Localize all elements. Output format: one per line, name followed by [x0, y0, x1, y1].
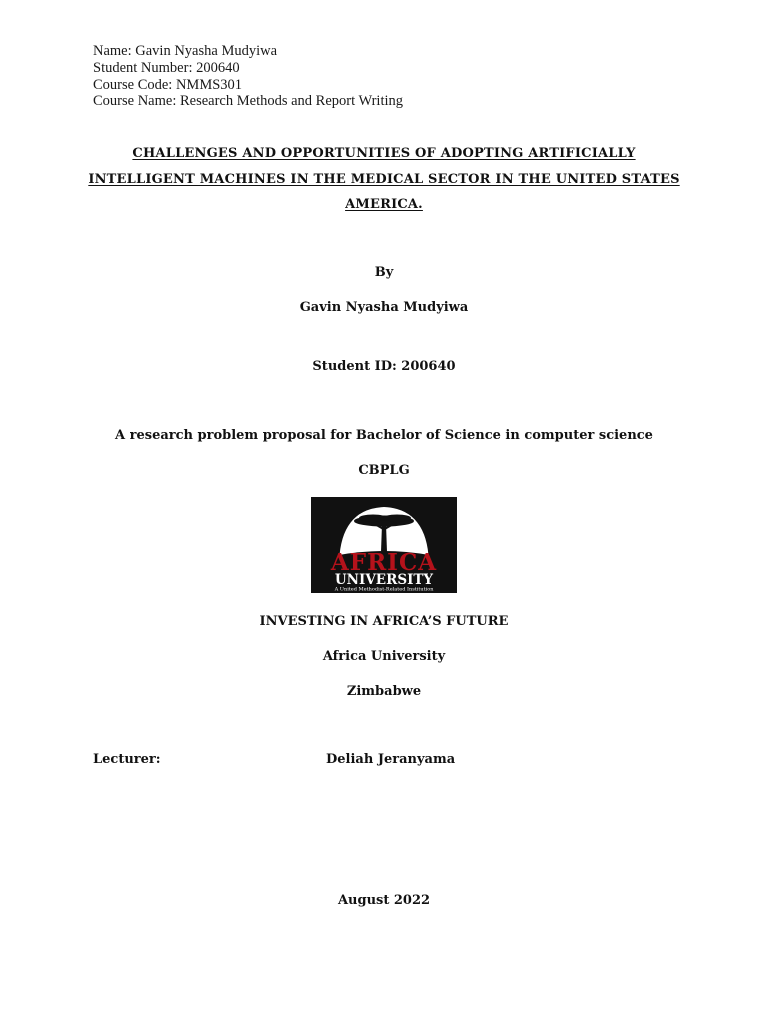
- lecturer-name: Deliah Jeranyama: [326, 752, 456, 767]
- logo-tagline: A United Methodist-Related Institution: [334, 586, 434, 593]
- program-code: CBPLG: [358, 463, 410, 478]
- author-name: Gavin Nyasha Mudyiwa: [299, 300, 469, 315]
- lecturer-label: Lecturer:: [93, 752, 161, 767]
- logo-text-university: UNIVERSITY: [334, 572, 434, 588]
- africa-university-logo: [311, 497, 457, 593]
- proposal-statement: A research problem proposal for Bachelor of Science in computer science: [115, 428, 653, 443]
- by-label: By: [374, 265, 394, 280]
- logo-text-africa: AFRICA: [330, 549, 438, 576]
- student-id: Student ID: 200640: [312, 359, 456, 374]
- document-title: CHALLENGES AND OPPORTUNITIES OF ADOPTING ARTIFICIALLY INTELLIGENT MACHINES IN THE MEDICAL SECTOR IN THE UNITED STATES AMERICA.: [88, 146, 680, 212]
- student-name-line: Name: Gavin Nyasha Mudyiwa: [93, 43, 278, 59]
- student-info-block: [93, 43, 403, 110]
- institution-name: Africa University: [322, 649, 446, 664]
- submission-date: August 2022: [337, 893, 431, 908]
- country-name: Zimbabwe: [346, 684, 422, 699]
- student-number-line: Student Number: 200640: [93, 59, 240, 76]
- course-code-line: Course Code: NMMS301: [93, 76, 243, 93]
- motto: INVESTING IN AFRICA’S FUTURE: [259, 614, 509, 629]
- course-name-line: Course Name: Research Methods and Report Writing: [93, 93, 404, 110]
